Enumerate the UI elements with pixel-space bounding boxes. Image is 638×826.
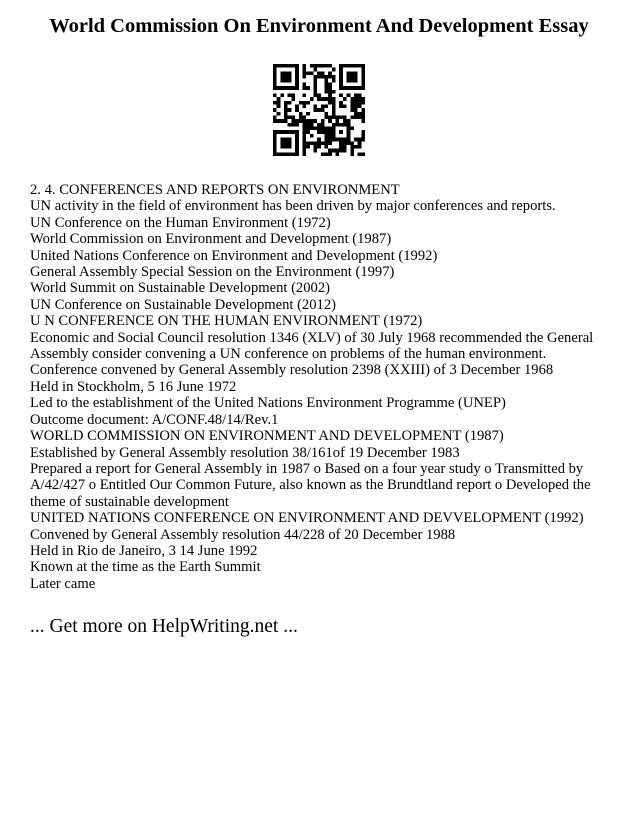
body-line: World Commission on Environment and Development (1987): [30, 231, 392, 248]
section-heading: 2. 4. CONFERENCES AND REPORTS ON ENVIRONMENT: [30, 182, 400, 198]
section-heading: UNITED NATIONS CONFERENCE ON ENVIRONMENT AND DEVVELOPMENT (1992): [30, 510, 584, 527]
body-paragraph: Economic and Social Council resolution 1346 (XLV) of 30 July 1968 recommended the General Assembly consider convening a UN conference on problems of the human environment.: [30, 329, 594, 363]
body-line: United Nations Conference on Environment and Development (1992): [30, 247, 438, 264]
body-line: General Assembly Special Session on the Environment (1997): [30, 264, 395, 281]
body-paragraph: Prepared a report for General Assembly in 1987 o Based on a four year study o Transmitted by A/42/427 o Entitled Our Common Future, also known as the Brundtland report o Developed the theme of sustainable development: [30, 460, 591, 510]
essay-body: [30, 182, 615, 592]
body-line: Known at the time as the Earth Summit: [30, 559, 261, 576]
body-line: Convened by General Assembly resolution 44/228 of 20 December 1988: [30, 526, 456, 543]
body-line: UN Conference on Sustainable Development (2012): [30, 296, 336, 313]
section-heading: WORLD COMMISSION ON ENVIRONMENT AND DEVELOPMENT (1987): [30, 428, 504, 445]
body-line: UN Conference on the Human Environment (1972): [30, 214, 331, 231]
get-more-link[interactable]: ... Get more on HelpWriting.net ...: [30, 616, 298, 637]
qr-code-icon: [273, 64, 365, 156]
body-line: UN activity in the field of environment has been driven by major conferences and reports.: [30, 198, 556, 215]
page-title: World Commission On Environment And Development Essay: [49, 15, 589, 37]
body-line: Held in Rio de Janeiro, 3 14 June 1992: [30, 542, 258, 559]
body-line: Later came: [30, 575, 96, 592]
body-line: Held in Stockholm, 5 16 June 1972: [30, 378, 237, 395]
body-line: Outcome document: A/CONF.48/14/Rev.1: [30, 411, 279, 428]
section-heading: U N CONFERENCE ON THE HUMAN ENVIRONMENT (1972): [30, 313, 423, 330]
body-line: Established by General Assembly resolution 38/161of 19 December 1983: [30, 444, 460, 461]
body-line: Conference convened by General Assembly resolution 2398 (XXIII) of 3 December 1968: [30, 362, 554, 379]
body-line: World Summit on Sustainable Development (2002): [30, 280, 330, 297]
body-line: Led to the establishment of the United Nations Environment Programme (UNEP): [30, 395, 506, 412]
